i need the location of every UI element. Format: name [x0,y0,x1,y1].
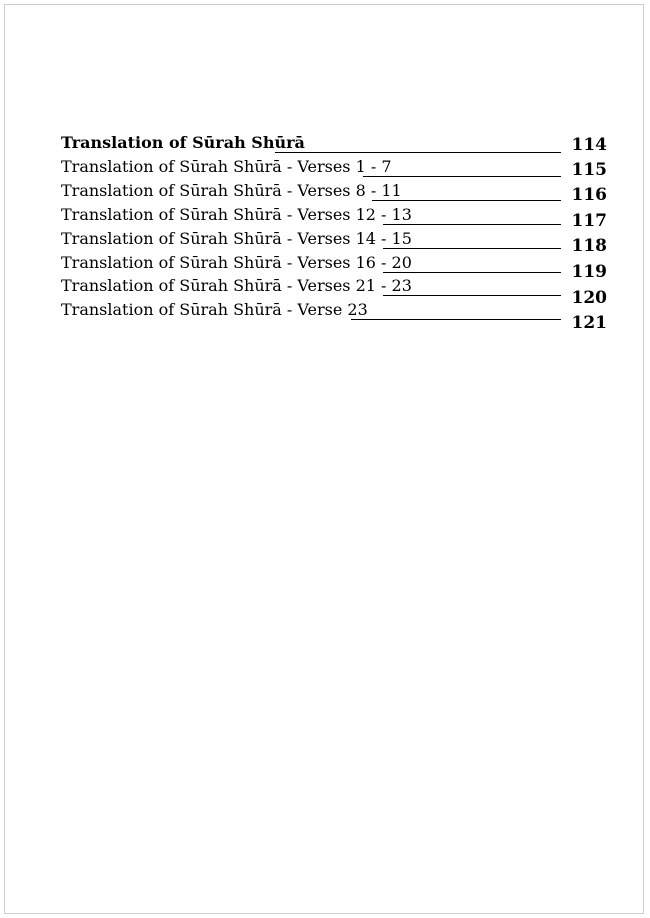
document-page [4,4,644,914]
toc-entry-page: 117 [571,211,607,231]
toc-leader-line [363,176,561,177]
toc-entry-title: Translation of Sūrah Shūrā [61,133,305,152]
toc-entry-page: 119 [571,262,607,282]
toc-entry-title: Translation of Sūrah Shūrā - Verses 12 - 13 [61,205,412,224]
toc-entry-title: Translation of Sūrah Shūrā - Verses 8 - 11 [61,181,402,200]
toc-entry-page: 116 [571,185,607,205]
toc-entry-title: Translation of Sūrah Shūrā - Verse 23 [61,300,368,319]
toc-entry-page: 114 [571,135,607,155]
toc-leader-line [372,200,561,201]
toc-entry-title: Translation of Sūrah Shūrā - Verses 1 - 7 [61,157,392,176]
toc-entry-page: 121 [571,313,607,333]
toc-entry-page: 120 [571,288,607,308]
toc-entry-title: Translation of Sūrah Shūrā - Verses 21 - 23 [61,276,412,295]
toc-leader-line [383,224,561,225]
toc-leader-line [383,248,561,249]
toc-leader-line [275,152,561,153]
table-of-contents [61,133,607,343]
toc-entry-title: Translation of Sūrah Shūrā - Verses 14 - 15 [61,229,412,248]
toc-entry-page: 115 [571,160,607,180]
toc-leader-line [383,295,561,296]
toc-entry-page: 118 [571,236,607,256]
toc-leader-line [383,272,561,273]
toc-entry-title: Translation of Sūrah Shūrā - Verses 16 - 20 [61,253,412,272]
toc-leader-line [351,319,561,320]
